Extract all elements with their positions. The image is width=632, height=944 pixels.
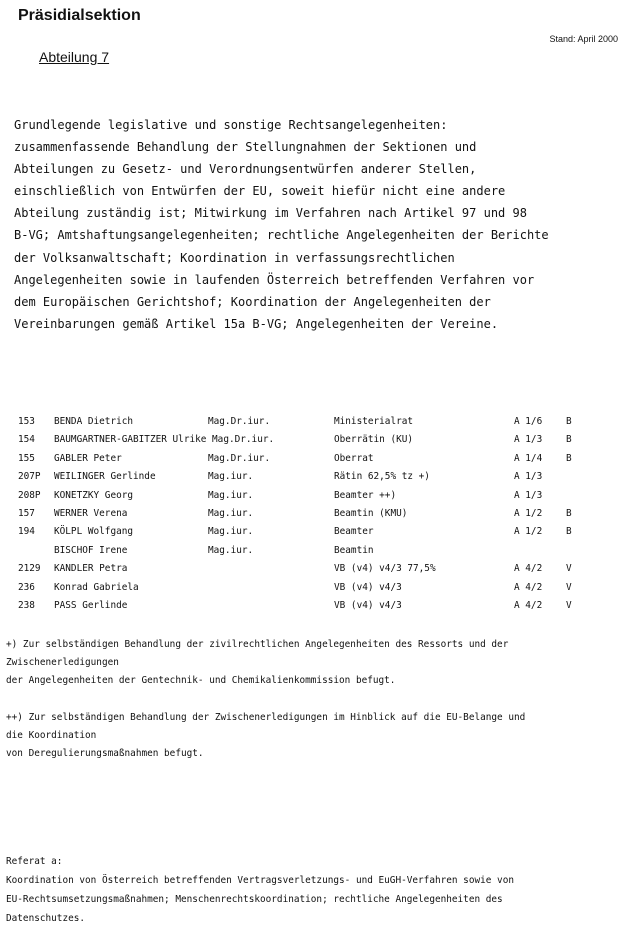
- staff-grade: A 4/2: [514, 563, 543, 575]
- staff-academic-title: Mag.Dr.iur.: [208, 416, 271, 427]
- staff-number: 157: [18, 507, 35, 519]
- staff-number: 238: [18, 599, 35, 611]
- staff-academic-title: Mag.Dr.iur.: [208, 452, 271, 464]
- staff-number: 2129: [18, 563, 41, 575]
- paragraph-line: Grundlegende legislative und sonstige Rechtsangelegenheiten:: [14, 118, 448, 132]
- staff-grade: A 1/2: [514, 507, 543, 519]
- staff-category: V: [566, 563, 572, 575]
- staff-category: B: [566, 507, 572, 519]
- staff-row: [18, 471, 618, 489]
- paragraph-line: B-VG; Amtshaftungsangelegenheiten; rechtliche Angelegenheiten der Berichte: [14, 228, 549, 243]
- staff-position: Beamtin: [334, 544, 374, 556]
- responsibilities-paragraph: [14, 114, 620, 335]
- staff-academic-title: Mag.iur.: [208, 489, 254, 501]
- staff-position: Beamter: [334, 526, 374, 538]
- staff-position: Beamtin (KMU): [334, 507, 408, 519]
- footnote-single-plus: [6, 636, 618, 690]
- referat-line: EU-Rechtsumsetzungsmaßnahmen; Menschenrechtskoordination; rechtliche Angelegenheiten des: [6, 894, 503, 905]
- department-heading: Abteilung 7: [39, 49, 110, 65]
- staff-category: B: [566, 452, 572, 464]
- staff-row: [18, 453, 618, 471]
- staff-number: 207P: [18, 471, 41, 483]
- paragraph-line: einschließlich von Entwürfen der EU, soweit hiefür nicht eine andere: [14, 184, 506, 199]
- section-title: Präsidialsektion: [18, 7, 141, 24]
- footnote-line: die Koordination: [6, 730, 97, 741]
- staff-name: BENDA Dietrich: [54, 416, 134, 427]
- staff-name: KONETZKY Georg: [54, 489, 134, 501]
- staff-category: V: [566, 581, 572, 593]
- staff-number: 194: [18, 526, 35, 538]
- footnote-line: von Deregulierungsmaßnahmen befugt.: [6, 748, 204, 759]
- staff-name: BAUMGARTNER-GABITZER Ulrike Mag.Dr.iur.: [54, 434, 275, 446]
- staff-grade: A 1/3: [514, 489, 543, 501]
- staff-row: [18, 434, 618, 452]
- staff-position: Ministerialrat: [334, 416, 414, 427]
- staff-academic-title: Mag.iur.: [208, 544, 254, 556]
- footnote-line: +) Zur selbständigen Behandlung der zivilrechtlichen Angelegenheiten des Ressorts und der: [6, 639, 509, 650]
- staff-row: [18, 582, 618, 600]
- footnote-line: Zwischenerledigungen: [6, 657, 119, 668]
- paragraph-line: Vereinbarungen gemäß Artikel 15a B-VG; Angelegenheiten der Vereine.: [14, 316, 499, 331]
- referat-line: Koordination von Österreich betreffenden Vertragsverletzungs- und EuGH-Verfahren sowie von: [6, 875, 514, 886]
- staff-name: KANDLER Petra: [54, 563, 128, 575]
- staff-category: B: [566, 434, 572, 446]
- staff-category: B: [566, 416, 572, 427]
- paragraph-line: Angelegenheiten sowie in laufenden Österreich betreffenden Verfahren vor: [14, 272, 535, 287]
- staff-name: KÖLPL Wolfgang: [54, 526, 134, 538]
- staff-number: 155: [18, 452, 35, 464]
- staff-name: PASS Gerlinde: [54, 599, 128, 611]
- paragraph-line: Abteilung zuständig ist; Mitwirkung im Verfahren nach Artikel 97 und 98: [14, 206, 527, 221]
- staff-row: [18, 508, 618, 526]
- staff-number: 154: [18, 434, 35, 446]
- staff-row: [18, 563, 618, 581]
- staff-grade: A 4/2: [514, 599, 543, 611]
- staff-row: [18, 600, 618, 618]
- staff-grade: A 1/4: [514, 452, 543, 464]
- staff-row: [18, 416, 618, 434]
- referat-section: [6, 852, 618, 928]
- staff-name: BISCHOF Irene: [54, 544, 128, 556]
- staff-position: Beamter ++): [334, 489, 397, 501]
- staff-grade: A 1/3: [514, 434, 543, 446]
- staff-row: [18, 526, 618, 544]
- staff-grade: A 1/2: [514, 526, 543, 538]
- staff-position: Oberrätin (KU): [334, 434, 414, 446]
- referat-line: Datenschutzes.: [6, 913, 86, 924]
- staff-academic-title: Mag.iur.: [208, 507, 254, 519]
- staff-name: Konrad Gabriela: [54, 581, 139, 593]
- staff-number: 208P: [18, 489, 41, 501]
- paragraph-line: der Volksanwaltschaft; Koordination in verfassungsrechtlichen: [14, 250, 455, 265]
- staff-grade: A 1/6: [514, 416, 543, 427]
- staff-position: VB (v4) v4/3: [334, 599, 402, 611]
- staff-row: [18, 545, 618, 563]
- staff-category: V: [566, 599, 572, 611]
- staff-name: GABLER Peter: [54, 452, 122, 464]
- staff-category: B: [566, 526, 572, 538]
- footnote-double-plus: [6, 709, 618, 763]
- paragraph-line: zusammenfassende Behandlung der Stellungnahmen der Sektionen und: [14, 140, 477, 155]
- staff-position: VB (v4) v4/3: [334, 581, 402, 593]
- paragraph-line: Abteilungen zu Gesetz- und Verordnungsentwürfen anderer Stellen,: [14, 162, 477, 177]
- referat-heading: Referat a:: [6, 856, 63, 867]
- staff-number: 236: [18, 581, 35, 593]
- staff-academic-title: Mag.iur.: [208, 526, 254, 538]
- staff-academic-title: Mag.iur.: [208, 471, 254, 483]
- status-date: Stand: April 2000: [549, 34, 618, 44]
- paragraph-line: dem Europäischen Gerichtshof; Koordination der Angelegenheiten der: [14, 294, 491, 309]
- staff-grade: A 1/3: [514, 471, 543, 483]
- staff-number: 153: [18, 416, 35, 427]
- staff-position: Oberrat: [334, 452, 374, 464]
- staff-name: WEILINGER Gerlinde: [54, 471, 156, 483]
- staff-table: [18, 416, 618, 618]
- staff-grade: A 4/2: [514, 581, 543, 593]
- staff-position: Rätin 62,5% tz +): [334, 471, 430, 483]
- staff-name: WERNER Verena: [54, 507, 128, 519]
- staff-position: VB (v4) v4/3 77,5%: [334, 563, 436, 575]
- footnote-line: ++) Zur selbständigen Behandlung der Zwischenerledigungen im Hinblick auf die EU-Belange und: [6, 712, 526, 723]
- footnote-line: der Angelegenheiten der Gentechnik- und Chemikalienkommission befugt.: [6, 675, 396, 686]
- staff-row: [18, 490, 618, 508]
